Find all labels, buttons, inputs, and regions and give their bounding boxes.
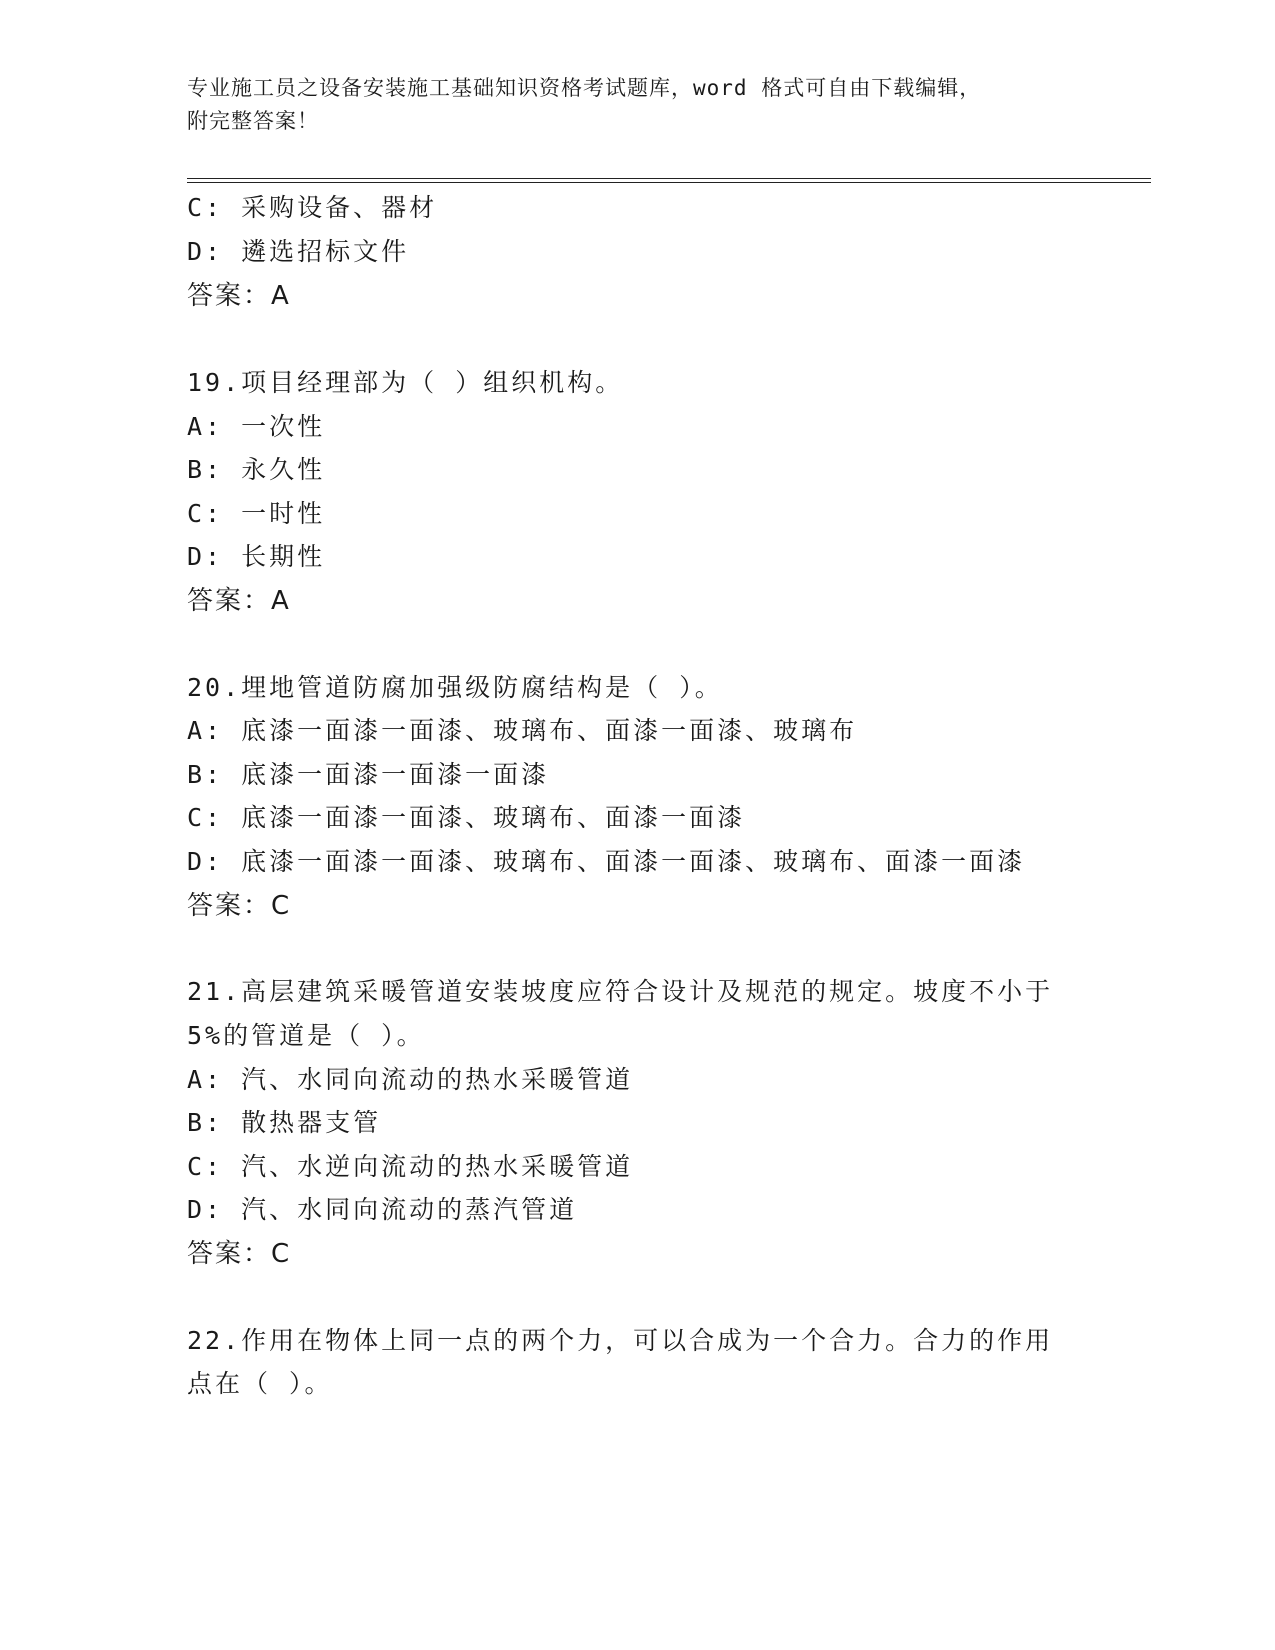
q21-option-a: A: 汽、水同向流动的热水采暖管道 [187,1065,634,1094]
prev-question-option-c: C: 采购设备、器材 [187,193,438,222]
q21-stem-line-1: 21.高层建筑采暖管道安装坡度应符合设计及规范的规定。坡度不小于 [187,977,1054,1006]
q21-option-c: C: 汽、水逆向流动的热水采暖管道 [187,1152,634,1181]
q20-stem: 20.埋地管道防腐加强级防腐结构是（ ）。 [187,673,723,702]
q21-option-d: D: 汽、水同向流动的蒸汽管道 [187,1195,578,1224]
header-divider-bottom [187,182,1151,183]
header-line-1: 专业施工员之设备安装施工基础知识资格考试题库，word 格式可自由下载编辑， [187,76,982,100]
q20-option-a: A: 底漆一面漆一面漆、玻璃布、面漆一面漆、玻璃布 [187,716,858,745]
q20-option-c: C: 底漆一面漆一面漆、玻璃布、面漆一面漆 [187,803,746,832]
q19-stem: 19.项目经理部为（ ）组织机构。 [187,368,624,397]
q20-answer: 答案：C [187,891,292,921]
header-line-2: 附完整答案！ [187,109,319,133]
q19-option-b: B: 永久性 [187,455,326,484]
q19-option-c: C: 一时性 [187,499,326,528]
header-divider-top [187,178,1151,179]
prev-question-answer: 答案：A [187,281,291,311]
q20-option-b: B: 底漆一面漆一面漆一面漆 [187,760,550,789]
q19-answer: 答案：A [187,586,291,616]
prev-question-option-d: D: 遴选招标文件 [187,237,410,266]
q19-option-d: D: 长期性 [187,542,326,571]
q21-stem-line-2: 5%的管道是（ ）。 [187,1021,425,1050]
q19-option-a: A: 一次性 [187,412,326,441]
q22-stem-line-1: 22.作用在物体上同一点的两个力，可以合成为一个合力。合力的作用 [187,1326,1054,1355]
q20-option-d: D: 底漆一面漆一面漆、玻璃布、面漆一面漆、玻璃布、面漆一面漆 [187,847,1026,876]
q22-stem-line-2: 点在（ ）。 [187,1369,333,1398]
q21-option-b: B: 散热器支管 [187,1108,382,1137]
q21-answer: 答案：C [187,1239,292,1269]
document-header [187,72,1067,138]
